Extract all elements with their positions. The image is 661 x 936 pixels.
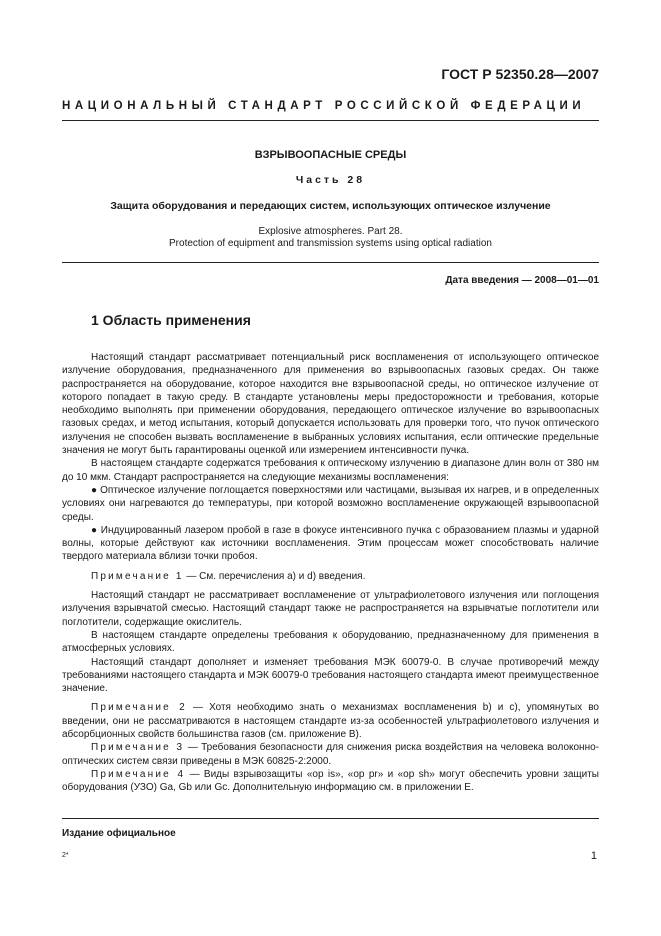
footer-divider (62, 818, 599, 819)
official-edition: Издание официальное (62, 828, 176, 839)
title-divider (62, 262, 599, 263)
english-title-line-2: Protection of equipment and transmission systems using optical radiation (169, 238, 492, 249)
paragraph: Настоящий стандарт рассматривает потенциальный риск воспламенения от использующего оптическое излучение оборудования, предназначенного для применения во взрывоопасных газовых средах. Он также распространяется на оборудование, которое находится вне взрывоопасной среды, но оптическое излучение от которого попадает в такую среду. В стандарте установлены меры предосторожности и требования, которые необходимо выполнять при применении оборудования, передающего оптическое излучение во взрывоопасных газовых средах, и метод испытания, который допускается использовать для проверки того, что пучок оптического излучения не способен вызвать воспламенение в выбранных условиях испытания, если оптические предельные значения не могут быть гарантированы оценкой или измерением интенсивности пучка. (62, 352, 599, 457)
paragraph: Настоящий стандарт не рассматривает воспламенение от ультрафиолетового излучения или поглощения излучения взрывчатой смесью. Настоящий стандарт также не распространяется на взрывчатые поглотители или поглотители, содержащие окислитель. (62, 590, 599, 628)
top-divider (62, 120, 599, 121)
signature-mark: 2* (62, 852, 69, 859)
paragraph: В настоящем стандарте определены требования к оборудованию, предназначенному для применения в атмосферных условиях. (62, 629, 599, 655)
english-title-line-1: Explosive atmospheres. Part 28. (258, 226, 403, 237)
note-label: Примечание 2 (91, 702, 187, 714)
document-subtitle: Защита оборудования и передающих систем, использующих оптическое излучение (110, 200, 551, 212)
bullet-paragraph: ● Оптическое излучение поглощается поверхностями или частицами, вызывая их нагрев, и в определенных условиях они нагреваются до температуры, при которой возможно воспламенение окружающей взрывоопасной среды. (62, 484, 599, 523)
note-label: Примечание 4 (91, 768, 186, 780)
note-4 (62, 768, 599, 795)
paragraph: В настоящем стандарте содержатся требования к оптическому излучению в диапазоне длин волн от 380 нм до 10 мкм. Стандарт распространяется на следующие механизмы воспламенения: (62, 458, 599, 483)
note-2 (62, 701, 599, 741)
page-number: 1 (590, 850, 597, 862)
note-text: — Виды взрывозащиты «op is», «op pr» и «op sh» могут обеспечить уровни защиты оборудования (УЗО) Ga, Gb или Gc. Дополнительную информацию см. в приложении Е. (62, 768, 599, 794)
note-label: Примечание 3 (91, 742, 185, 754)
note-text: — Требования безопасности для снижения риска воздействия на человека волоконно-оптических систем связи приведены в МЭК 60825-2:2000. (62, 742, 599, 767)
note-text: — Хотя необходимо знать о механизмах воспламенения b) и с), упомянутых во введении, они не рассматриваются в настоящем стандарте из-за особенностей ультрафиолетового излучения и абсорбционных свойств большинства газов (см. приложение В). (62, 702, 599, 741)
note-text: — См. перечисления а) и d) введения. (183, 570, 366, 582)
standard-number: ГОСТ Р 52350.28—2007 (441, 66, 599, 82)
section-heading: 1 Область применения (91, 312, 251, 328)
paragraph: Настоящий стандарт дополняет и изменяет требования МЭК 60079-0. В случае противоречий между требованиями настоящего стандарта и МЭК 60079-0 требования настоящего стандарта имеют преимущественное значение. (62, 656, 599, 695)
introduction-date: Дата введения — 2008—01—01 (445, 275, 599, 286)
national-standard-heading: НАЦИОНАЛЬНЫЙ СТАНДАРТ РОССИЙСКОЙ ФЕДЕРАЦИИ (62, 100, 586, 112)
note-3 (62, 741, 599, 768)
document-part: Часть 28 (295, 174, 366, 186)
bullet-paragraph: ● Индуцированный лазером пробой в газе в фокусе интенсивного пучка с образованием плазмы и ударной волны, которые действуют как источники воспламенения. Этим процессам может способствовать наличие твердого материала вблизи точки пробоя. (62, 524, 599, 563)
note-label: Примечание 1 (91, 570, 184, 582)
section-body (62, 351, 599, 795)
document-title: ВЗРЫВООПАСНЫЕ СРЕДЫ (254, 149, 407, 161)
note-1 (62, 570, 599, 583)
